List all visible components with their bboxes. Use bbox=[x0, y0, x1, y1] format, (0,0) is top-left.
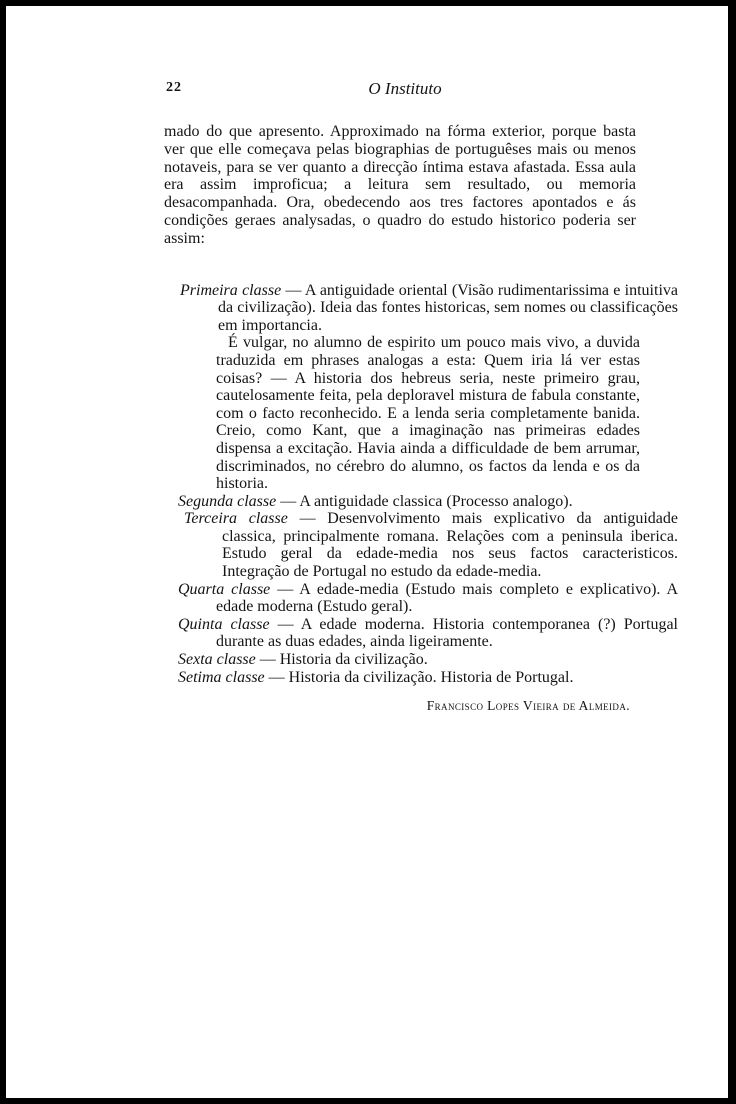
class-description: — A edade-media (Estudo mais completo e explicativo). A edade moderna (Estudo geral). bbox=[216, 580, 679, 616]
class-name: Terceira classe bbox=[184, 510, 288, 528]
class-name: Sexta classe bbox=[178, 651, 256, 669]
author-signature: Francisco Lopes Vieira de Almeida. bbox=[426, 698, 630, 714]
page-number: 22 bbox=[166, 80, 182, 95]
class-entry-primeira bbox=[180, 282, 678, 335]
class-description: — A antiguidade classica (Processo analogo). bbox=[276, 492, 573, 510]
class-list bbox=[160, 281, 679, 687]
class-name: Segunda classe bbox=[178, 492, 277, 510]
class-name: Setima classe bbox=[178, 668, 265, 686]
class-entry-quarta bbox=[178, 581, 678, 616]
class-description: — Historia da civilização. bbox=[255, 651, 428, 669]
class-name: Quarta classe bbox=[178, 580, 271, 598]
running-title: O Instituto bbox=[368, 79, 442, 98]
class-entry-terceira bbox=[184, 510, 678, 580]
intro-paragraph: mado do que apresento. Approximado na fórma exterior, porque basta ver que elle começava pelas biographias de portuguêses mais ou menos notaveis, para se ver quanto a direcção íntima estava afastada. Essa aula era assim improficua; a leitura sem resultado, ou memoria desacompanhada. Ora, obedecendo aos tres factores apontados e ás condições geraes analysadas, o quadro do estudo historico poderia ser assim: bbox=[164, 123, 636, 247]
book-page bbox=[160, 78, 679, 714]
class-note-text: É vulgar, no alumno de espirito um pouco mais vivo, a duvida traduzida em phrases analogas a esta: Quem iria lá ver estas coisas? — A historia dos hebreus seria, neste primeiro grau, cautelosamente feita, pela deploravel mistura de fabula constante, com o facto reconhecido. E a lenda seria completamente banida. Creio, como Kant, que a imaginação nas primeiras edades dispensa a excitação. Havia ainda a difficuldade de bem arrumar, discriminados, no cérebro do alumno, os factos da lenda e os da historia. bbox=[216, 334, 640, 493]
class-name: Primeira classe bbox=[180, 281, 282, 299]
class-entry-segunda bbox=[178, 493, 678, 511]
page-header bbox=[160, 78, 640, 104]
class-entry-quinta bbox=[178, 616, 678, 651]
class-entry-setima bbox=[178, 669, 678, 687]
class-description: — Historia da civilização. Historia de Portugal. bbox=[264, 668, 574, 686]
class-description: — Desenvolvimento mais explicativo da antiguidade classica, principalmente romana. Relações com a peninsula iberica. Estudo geral da edade-media nos seus factos caracteristicos. Integração de Portugal no estudo da edade-media. bbox=[222, 510, 679, 581]
class-name: Quinta classe bbox=[178, 615, 270, 633]
class-entry-sexta bbox=[178, 651, 678, 669]
class-description: — A edade moderna. Historia contemporanea (?) Portugal durante as duas edades, ainda ligeiramente. bbox=[216, 615, 678, 651]
class-entry-note bbox=[216, 334, 640, 492]
class-description: — A antiguidade oriental (Visão rudimentarissima e intuitiva da civilização). Ideia das fontes historicas, sem nomes ou classificações em importancia. bbox=[218, 281, 678, 334]
